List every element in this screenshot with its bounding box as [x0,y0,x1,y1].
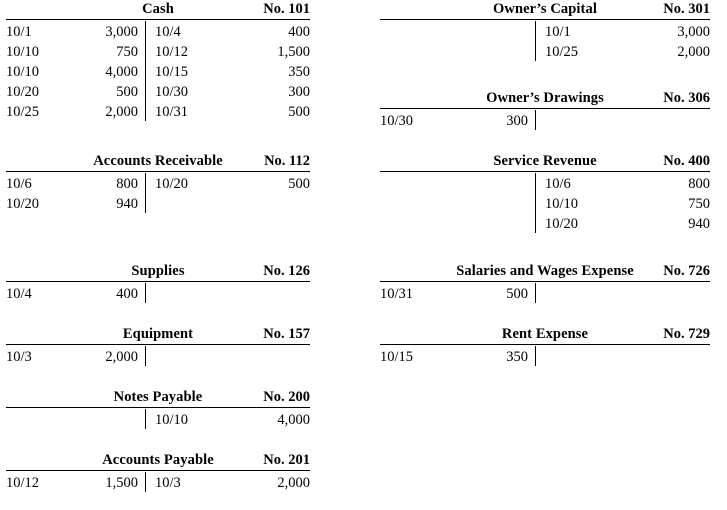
ledger-entry-row [6,42,310,62]
account-number: No. 400 [663,153,710,169]
debit-date: 10/3 [6,349,32,365]
ledger-entry-row [6,174,310,194]
credit-amount [160,284,310,304]
credit-date: 10/10 [545,196,579,212]
ledger-entry-row [6,284,310,304]
debit-amount: 2,000 [105,349,138,365]
credit-amount: 500 [288,104,310,120]
t-account-header [380,152,710,170]
t-account [6,262,310,304]
t-account [6,0,310,122]
ledger-entry-row [380,284,710,304]
ledger-entry-row [380,214,710,234]
credit-date: 10/15 [155,64,189,80]
debit-date: 10/1 [6,24,32,40]
ledger-entry-row [380,22,710,42]
account-number: No. 306 [663,90,710,106]
credit-date: 10/31 [155,104,189,120]
debit-date: 10/30 [380,113,414,129]
credit-amount [160,194,310,214]
account-entries [380,345,710,367]
debit-date: 10/15 [380,349,414,365]
credit-amount: 2,000 [277,475,310,491]
debit-amount: 2,000 [105,104,138,120]
credit-amount [550,284,710,304]
t-account [6,325,310,367]
t-account [6,152,310,214]
account-title: Rent Expense [501,326,589,342]
t-account [380,89,710,131]
t-account [380,0,710,62]
debit-amount: 300 [506,113,528,129]
account-entries [6,408,310,430]
credit-amount: 800 [688,176,710,192]
t-account [380,262,710,304]
account-title: Accounts Receivable [93,153,223,169]
credit-amount [550,347,710,367]
account-entries [380,109,710,131]
account-title: Owner’s Drawings [486,90,604,106]
credit-amount: 4,000 [277,412,310,428]
debit-amount: 400 [116,286,138,302]
credit-amount: 940 [688,216,710,232]
debit-amount: 1,500 [105,475,138,491]
debit-amount: 500 [116,84,138,100]
credit-amount: 3,000 [677,24,710,40]
debit-amount [420,194,528,214]
ledger-entry-row [6,62,310,82]
account-entries [6,20,310,122]
debit-amount: 350 [506,349,528,365]
t-account-header [380,0,710,18]
debit-amount: 800 [116,176,138,192]
t-account-header [6,325,310,343]
credit-date: 10/12 [155,44,189,60]
debit-amount: 3,000 [105,24,138,40]
t-account-header [6,0,310,18]
credit-amount: 350 [288,64,310,80]
t-account [380,152,710,234]
ledger-entry-row [380,347,710,367]
debit-date: 10/20 [6,196,40,212]
ledger-entry-row [380,42,710,62]
debit-date: 10/20 [6,84,40,100]
t-account-header [6,388,310,406]
account-number: No. 726 [663,263,710,279]
t-account-header [6,451,310,469]
account-entries [380,20,710,62]
debit-date: 10/4 [6,286,32,302]
credit-date: 10/10 [155,412,189,428]
ledger-entry-row [380,111,710,131]
ledger-entry-row [6,82,310,102]
account-entries [6,282,310,304]
debit-amount [46,410,138,430]
account-title: Notes Payable [113,389,203,405]
credit-amount: 500 [288,176,310,192]
debit-date: 10/12 [6,475,40,491]
debit-amount [420,22,528,42]
credit-date: 10/20 [155,176,189,192]
ledger-entry-row [6,347,310,367]
account-title: Owner’s Capital [493,1,597,17]
debit-amount: 940 [116,196,138,212]
debit-amount [420,214,528,234]
account-entries [6,345,310,367]
account-number: No. 201 [263,452,310,468]
credit-date: 10/1 [545,24,571,40]
credit-date: 10/25 [545,44,579,60]
credit-amount: 750 [688,196,710,212]
debit-amount: 4,000 [105,64,138,80]
ledger-entry-row [6,22,310,42]
t-account-header [380,262,710,280]
account-entries [380,282,710,304]
t-account-header [380,325,710,343]
ledger-entry-row [6,194,310,214]
account-number: No. 200 [263,389,310,405]
t-account-header [380,89,710,107]
ledger-entry-row [6,473,310,493]
credit-date: 10/20 [545,216,579,232]
credit-date: 10/6 [545,176,571,192]
t-account [6,388,310,430]
debit-amount [420,174,528,194]
account-number: No. 126 [263,263,310,279]
credit-amount: 1,500 [277,44,310,60]
account-number: No. 157 [263,326,310,342]
ledger-entry-row [6,102,310,122]
account-number: No. 112 [264,153,310,169]
account-number: No. 729 [663,326,710,342]
t-account-header [6,152,310,170]
account-title: Salaries and Wages Expense [456,263,634,279]
credit-date: 10/4 [155,24,181,40]
t-account [380,325,710,367]
t-account-header [6,262,310,280]
credit-date: 10/30 [155,84,189,100]
account-entries [6,172,310,214]
debit-date: 10/31 [380,286,414,302]
account-title: Equipment [122,326,194,342]
t-account [6,451,310,493]
debit-date: 10/10 [6,44,40,60]
account-title: Service Revenue [493,153,597,169]
credit-date: 10/3 [155,475,181,491]
credit-amount: 400 [288,24,310,40]
account-entries [380,172,710,234]
ledger-entry-row [6,410,310,430]
credit-amount [550,111,710,131]
account-number: No. 301 [663,1,710,17]
account-entries [6,471,310,493]
credit-amount [160,347,310,367]
account-title: Supplies [131,263,185,279]
debit-amount: 750 [116,44,138,60]
credit-amount: 300 [288,84,310,100]
account-number: No. 101 [263,1,310,17]
account-title: Accounts Payable [102,452,214,468]
debit-date: 10/10 [6,64,40,80]
credit-amount: 2,000 [677,44,710,60]
debit-date: 10/25 [6,104,40,120]
debit-date: 10/6 [6,176,32,192]
debit-amount [420,42,528,62]
ledger-entry-row [380,194,710,214]
debit-amount: 500 [506,286,528,302]
ledger-entry-row [380,174,710,194]
account-title: Cash [142,1,174,17]
